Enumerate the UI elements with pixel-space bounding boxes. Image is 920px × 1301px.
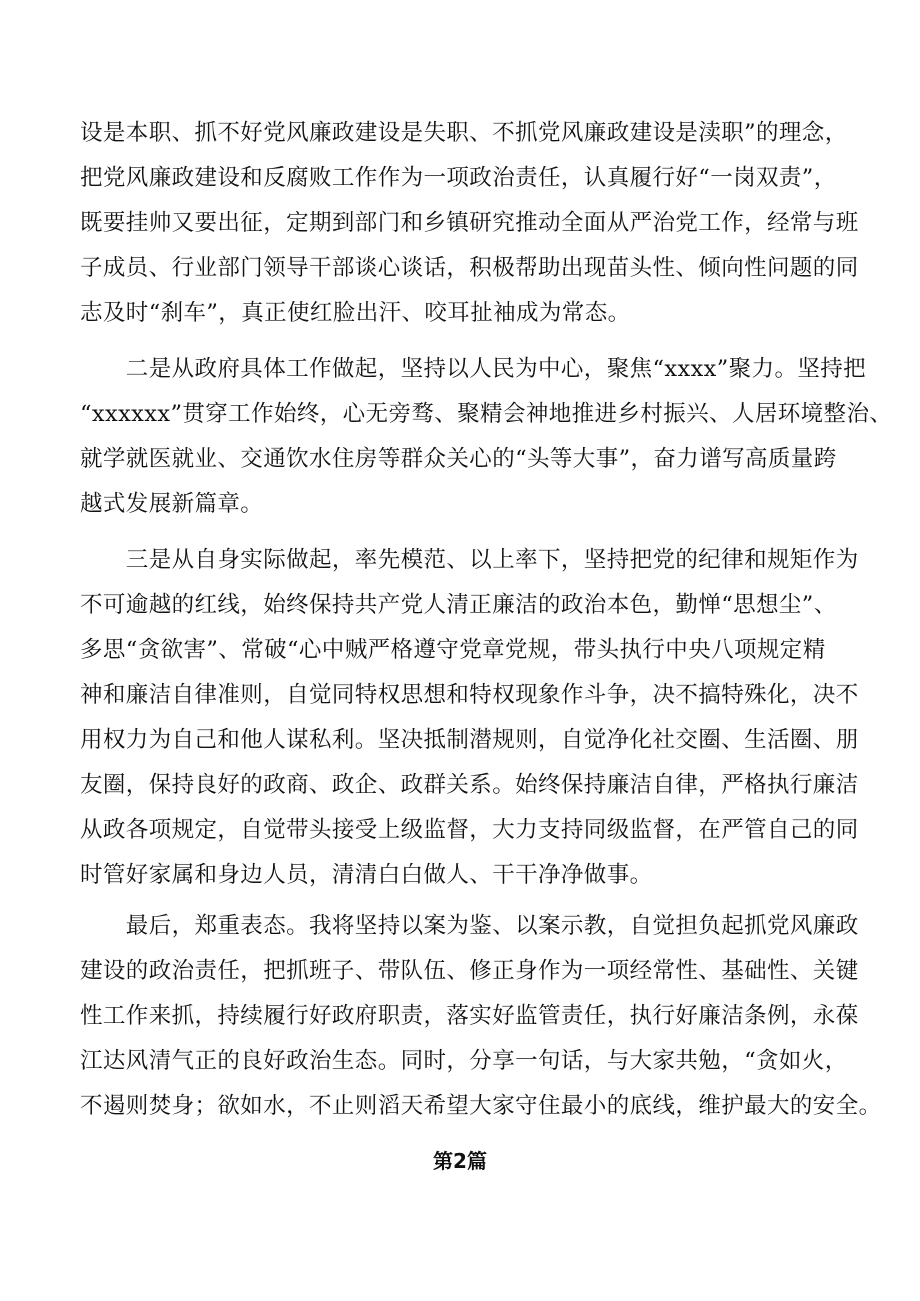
text-line: 越式发展新篇章。	[80, 491, 264, 517]
text-line: 志及时“刹车”，真正使红脸出汗、咬耳扯袖成为常态。	[80, 300, 631, 326]
paragraph-4	[80, 904, 882, 1129]
text-line: 子成员、行业部门领导干部谈心谈话，积极帮助出现苗头性、倾向性问题的同	[80, 255, 859, 281]
text-line: 就学就医就业、交通饮水住房等群众关心的“头等大事”，奋力谱写高质量跨	[80, 446, 837, 472]
text-line: 时管好家属和身边人员，清清白白做人、干干净净做事。	[80, 862, 653, 888]
text-line: 既要挂帅又要出征，定期到部门和乡镇研究推动全面从严治党工作，经常与班	[80, 210, 859, 236]
text-line: 把党风廉政建设和反腐败工作作为一项政治责任，认真履行好“一岗双责”，	[80, 165, 837, 191]
text-line: “xxxxxx”贯穿工作始终，心无旁骛、聚精会神地推进乡村振兴、人居环境整治、	[80, 401, 893, 427]
text-line: 友圈，保持良好的政商、政企、政群关系。始终保持廉洁自律，严格执行廉洁	[80, 772, 859, 798]
text-line: 不可逾越的红线，始终保持共产党人清正廉洁的政治本色，勤惮“思想尘”、	[80, 592, 837, 618]
paragraph-1	[80, 111, 870, 336]
text-line: 最后，郑重表态。我将坚持以案为鉴、以案示教，自觉担负起抓党风廉政	[80, 913, 859, 939]
paragraph-3	[80, 538, 870, 898]
section-heading: 第2篇	[433, 1149, 487, 1173]
text-line: 建设的政治责任，把抓班子、带队伍、修正身作为一项经常性、基础性、关键	[80, 958, 859, 984]
text-line: 性工作来抓，持续履行好政府职责，落实好监管责任，执行好廉洁条例，永葆	[80, 1003, 859, 1029]
text-line: 多思“贪欲害”、常破“心中贼严格遵守党章党规，带头执行中央八项规定精	[80, 637, 826, 663]
text-line: 三是从自身实际做起，率先模范、以上率下，坚持把党的纪律和规矩作为	[80, 547, 859, 573]
paragraph-2	[80, 347, 893, 527]
text-line: 不遏则焚身；欲如水，不止则滔天希望大家守住最小的底线，维护最大的安全。	[80, 1093, 882, 1119]
text-line: 神和廉洁自律准则，自觉同特权思想和特权现象作斗争，决不搞特殊化，决不	[80, 682, 859, 708]
text-line: 从政各项规定，自觉带头接受上级监督，大力支持同级监督，在严管自己的同	[80, 817, 859, 843]
text-line: 用权力为自己和他人谋私利。坚决抵制潜规则，自觉净化社交圈、生活圈、朋	[80, 727, 859, 753]
text-line: 二是从政府具体工作做起，坚持以人民为中心，聚焦“xxxx”聚力。坚持把	[80, 356, 867, 382]
text-line: 江达风清气正的良好政治生态。同时，分享一句话，与大家共勉，“贪如火，	[80, 1048, 848, 1074]
text-line: 设是本职、抓不好党风廉政建设是失职、不抓党风廉政建设是渎职”的理念，	[80, 120, 848, 146]
